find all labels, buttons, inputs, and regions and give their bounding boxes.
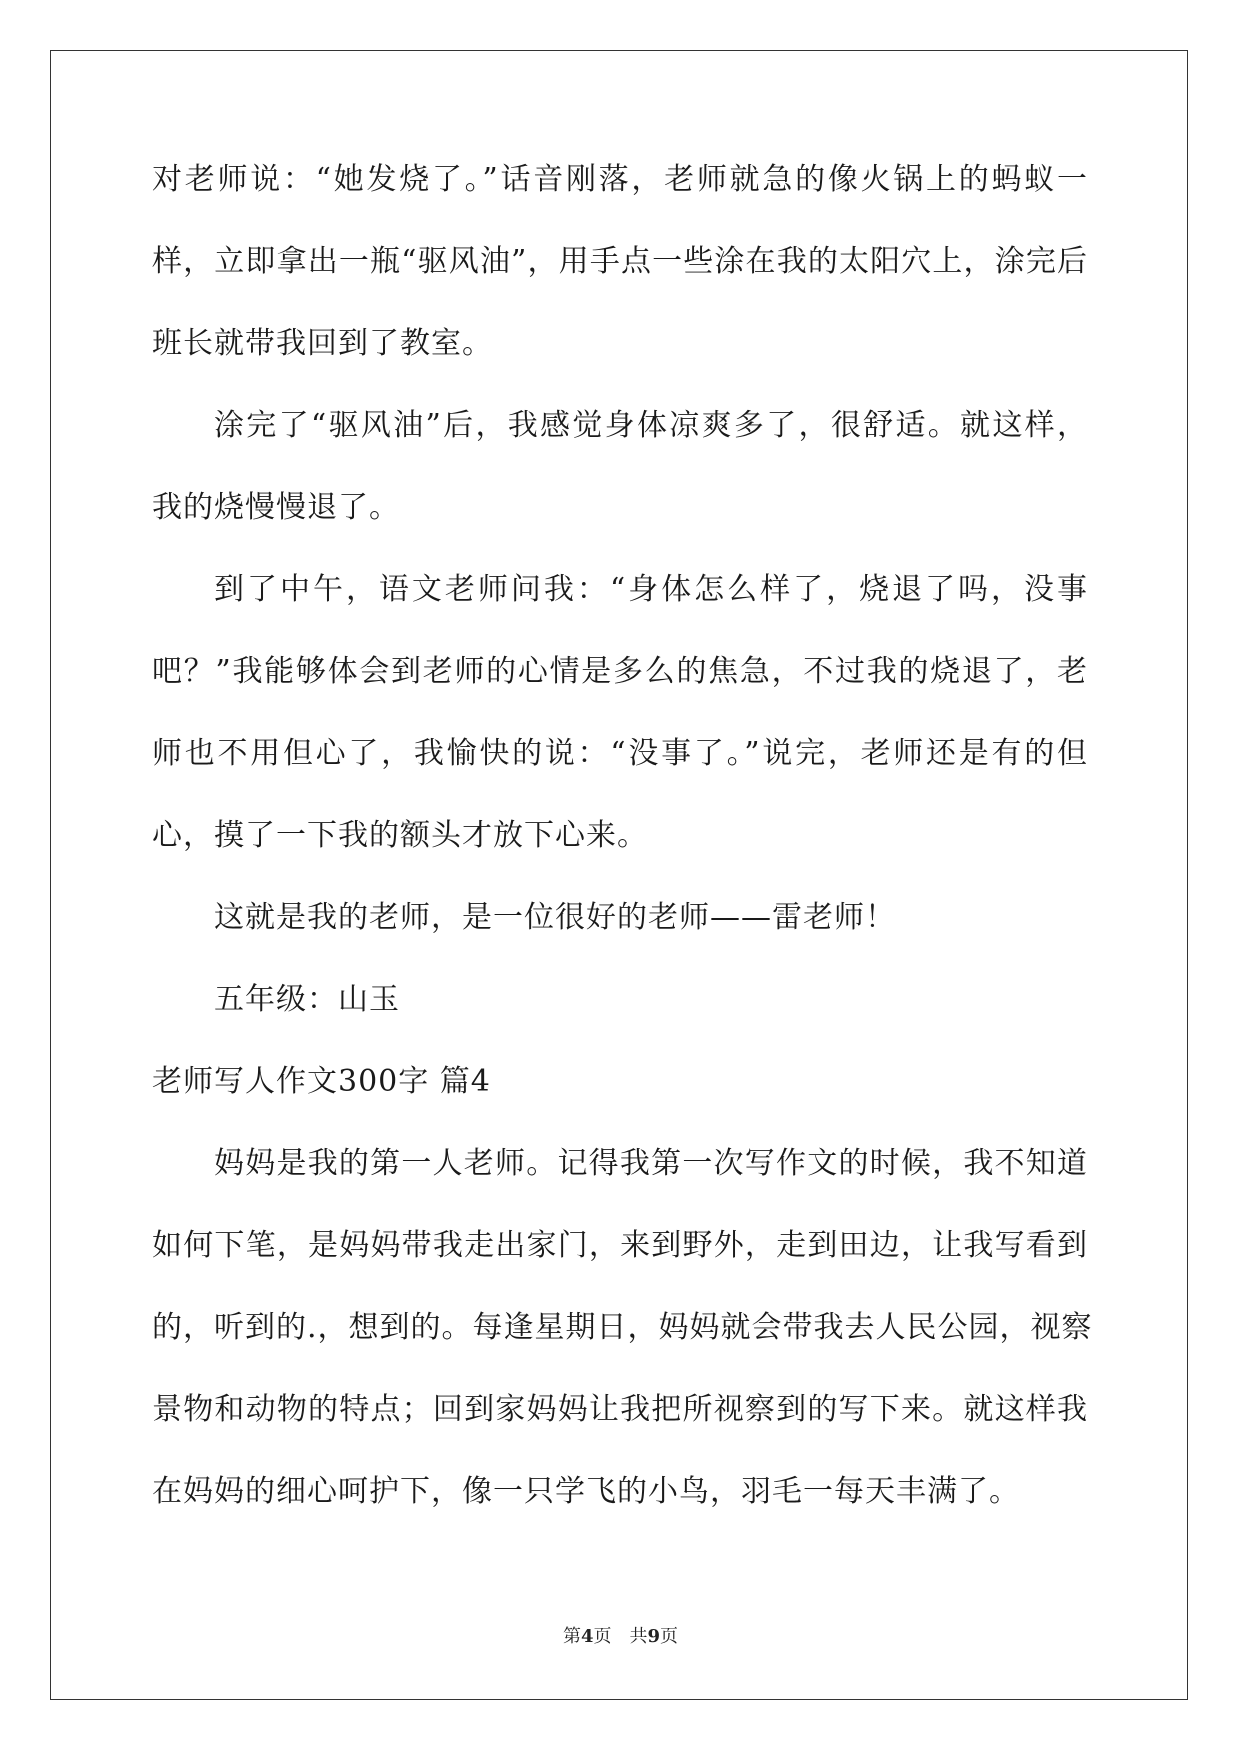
- text-line: 的，听到的.，想到的。每逢星期日，妈妈就会带我去人民公园，视察: [152, 1310, 1093, 1345]
- current-page-number: 4: [580, 1626, 594, 1647]
- document-body: [152, 155, 1093, 1549]
- footer-prefix: 第: [562, 1626, 581, 1647]
- text-line: 景物和动物的特点；回到家妈妈让我把所视察到的写下来。就这样我: [152, 1392, 1088, 1427]
- text-line: 这就是我的老师，是一位很好的老师——雷老师！: [214, 900, 896, 935]
- author-line: 五年级：山玉: [214, 982, 400, 1017]
- text-line: 心，摸了一下我的额头才放下心来。: [152, 818, 648, 853]
- footer-middle: 页 共: [593, 1626, 648, 1647]
- text-line: 如何下笔，是妈妈带我走出家门，来到野外，走到田边，让我写看到: [152, 1228, 1088, 1263]
- page-footer: [0, 1625, 1241, 1649]
- text-line: 班长就带我回到了教室。: [152, 326, 493, 361]
- text-line: 对老师说：“她发烧了。”话音刚落，老师就急的像火锅上的蚂蚁一: [152, 162, 1088, 197]
- text-line: 吧？”我能够体会到老师的心情是多么的焦急，不过我的烧退了，老: [152, 654, 1088, 689]
- text-line: 到了中午，语文老师问我：“身体怎么样了，烧退了吗，没事: [214, 572, 1088, 607]
- total-page-number: 9: [647, 1626, 661, 1647]
- text-line: 在妈妈的细心呵护下，像一只学飞的小鸟，羽毛一每天丰满了。: [152, 1474, 1020, 1509]
- text-line: 师也不用但心了，我愉快的说：“没事了。”说完，老师还是有的但: [152, 736, 1088, 771]
- text-line: 样，立即拿出一瓶“驱风油”，用手点一些涂在我的太阳穴上，涂完后: [152, 244, 1088, 279]
- footer-suffix: 页: [660, 1626, 679, 1647]
- section-heading: 老师写人作文300字 篇4: [152, 1064, 491, 1099]
- text-line: 妈妈是我的第一人老师。记得我第一次写作文的时候，我不知道: [214, 1146, 1088, 1181]
- text-line: 我的烧慢慢退了。: [152, 490, 400, 525]
- text-line: 涂完了“驱风油”后，我感觉身体凉爽多了，很舒适。就这样，: [214, 408, 1088, 443]
